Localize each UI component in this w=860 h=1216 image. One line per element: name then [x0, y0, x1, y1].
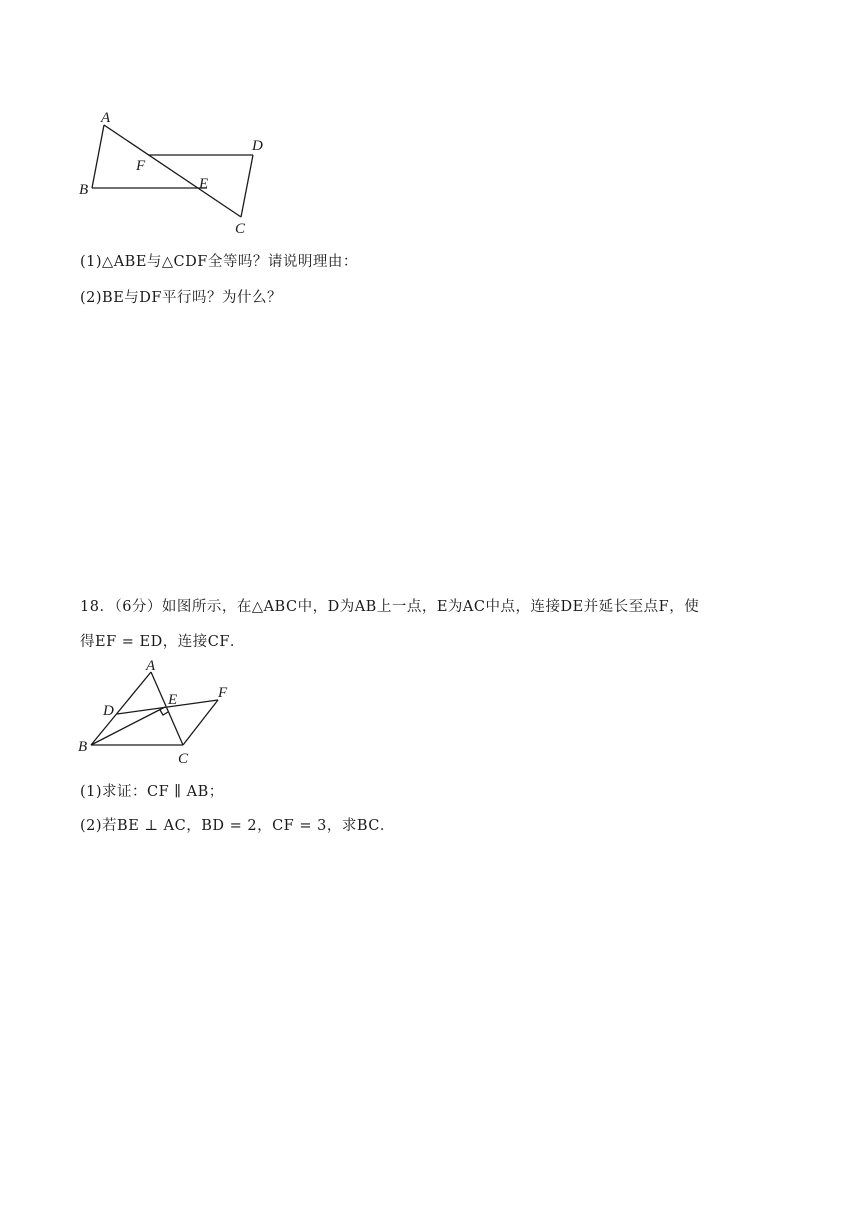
label-d: D [103, 703, 114, 719]
label-e: E [199, 176, 209, 192]
figure-1-parallelogram-diagram [70, 100, 290, 245]
label-d: D [252, 138, 263, 154]
q18-part2: (2)若BE ⊥ AC，BD = 2，CF = 3，求BC． [80, 818, 395, 834]
segment-ab [91, 672, 151, 745]
label-f: F [218, 685, 228, 701]
q17-part1: (1)△ABE与△CDF全等吗？请说明理由： [80, 254, 358, 270]
label-c: C [235, 221, 246, 237]
q18-part1: (1)求证：CF ∥ AB； [80, 784, 224, 800]
label-f: F [136, 158, 146, 174]
segment-dc [241, 155, 253, 217]
q17-part2: (2)BE与DF平行吗？为什么？ [80, 290, 282, 306]
segment-cf [183, 700, 218, 745]
segment-ab [92, 125, 104, 188]
label-b: B [79, 182, 89, 198]
label-e: E [168, 692, 178, 708]
q18-stem-line2: 得EF = ED，连接CF． [80, 634, 245, 650]
label-a: A [101, 110, 111, 126]
figure-2-triangle-diagram [70, 652, 250, 770]
right-angle-mark [160, 710, 168, 715]
segment-ac [104, 125, 241, 217]
label-c: C [178, 751, 189, 767]
label-b: B [78, 739, 88, 755]
q18-stem-line1: 18．（6分）如图所示，在△ABC中，D为AB上一点，E为AC中点，连接DE并延长至点F，使 [80, 599, 700, 615]
label-a: A [146, 658, 156, 674]
